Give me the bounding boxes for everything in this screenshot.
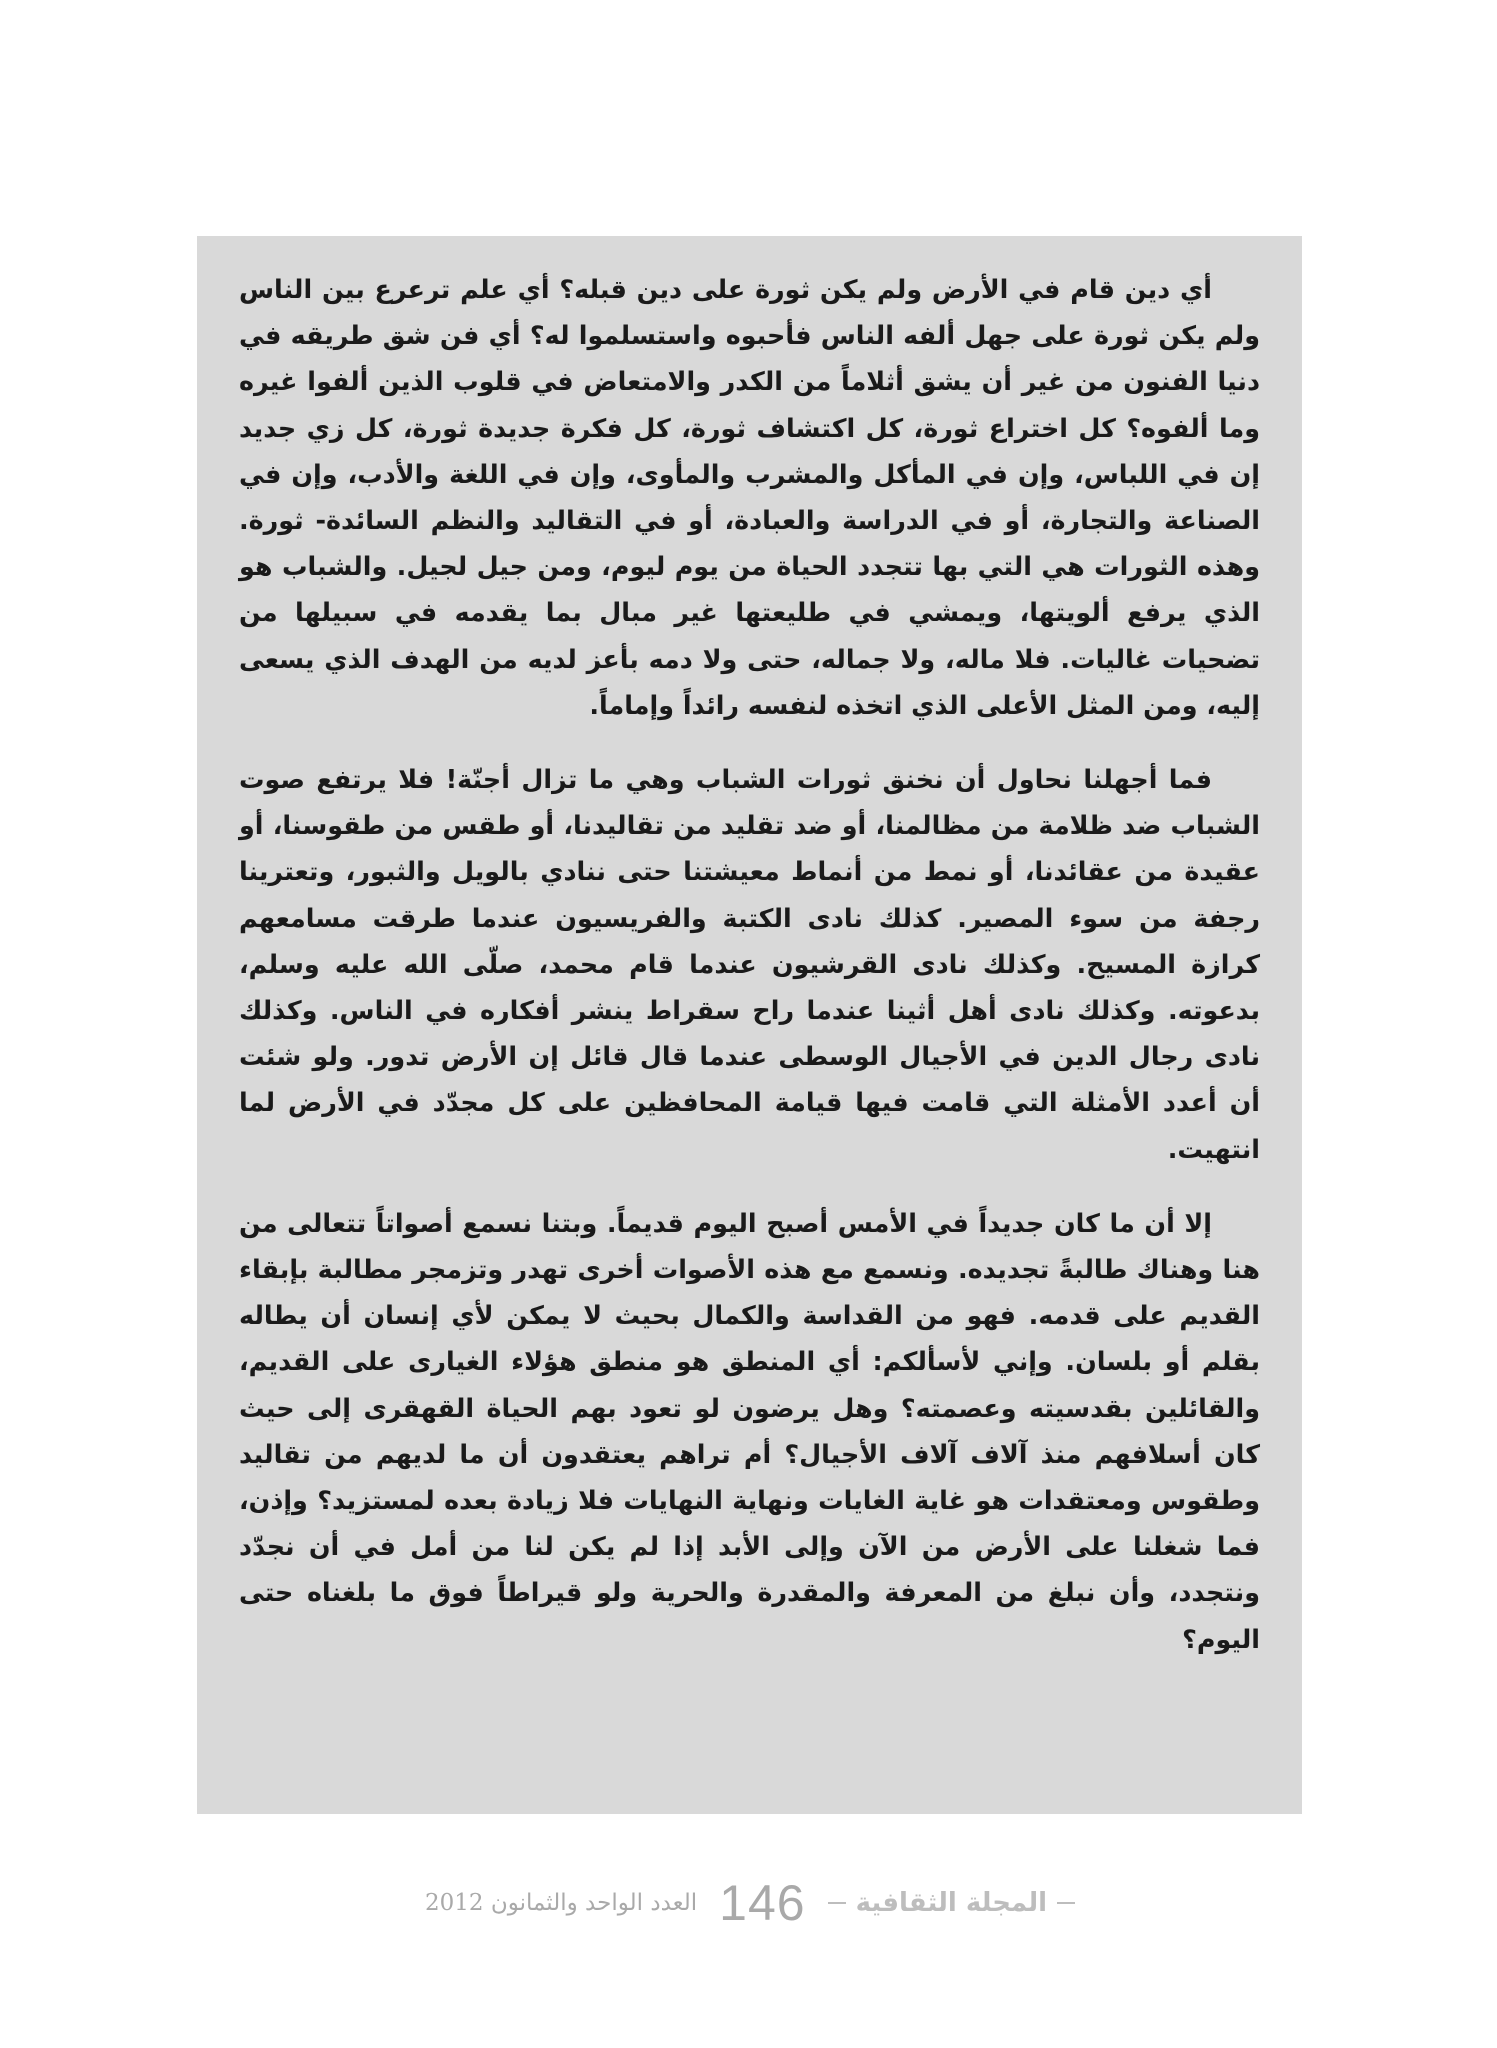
- magazine-logo: [828, 1888, 1075, 1918]
- magazine-name: المجلة الثقافية: [855, 1888, 1048, 1918]
- issue-label: العدد الواحد والثمانون 2012: [424, 1890, 698, 1916]
- page-number: 146: [719, 1875, 806, 1931]
- logo-bar-right: [1057, 1902, 1075, 1904]
- logo-bar-left: [828, 1902, 846, 1904]
- paragraph-3: إلا أن ما كان جديداً في الأمس أصبح اليوم قديماً. وبتنا نسمع أصواتاً تتعالى من هنا وهناك طالبةً تجديده. ونسمع مع هذه الأصوات أخرى تهدر وتزمجر مطالبة بإبقاء القديم على قدمه. فهو من القداسة والكمال بحيث لا يمكن لأي إنسان أن يطاله بقلم أو بلسان. وإني لأسألكم: أي المنطق هو منطق هؤلاء الغيارى على القديم، والقائلين بقدسيته وعصمته؟ وهل يرضون لو تعود بهم الحياة القهقرى إلى حيث كان أسلافهم منذ آلاف آلاف الأجيال؟ أم تراهم يعتقدون أن ما لديهم من تقاليد وطقوس ومعتقدات هو غاية الغايات ونهاية النهايات فلا زيادة بعده لمستزيد؟ وإذن، فما شغلنا على الأرض من الآن وإلى الأبد إذا لم يكن لنا من أمل في أن نجدّد ونتجدد، وأن نبلغ من المعرفة والمقدرة والحرية ولو قيراطاً فوق ما بلغناه حتى اليوم؟: [239, 1207, 1260, 1654]
- article-text-box: [197, 236, 1302, 1814]
- paragraph-1: أي دين قام في الأرض ولم يكن ثورة على دين قبله؟ أي علم ترعرع بين الناس ولم يكن ثورة على جهل ألفه الناس فأحبوه واستسلموا له؟ أي فن شق طريقه في دنيا الفنون من غير أن يشق أثلاماً من الكدر والامتعاض في قلوب الذين ألفوا غيره وما ألفوه؟ كل اختراع ثورة، كل اكتشاف ثورة، كل فكرة جديدة ثورة، كل زي جديد إن في اللباس، وإن في المأكل والمشرب والمأوى، وإن في اللغة والأدب، وإن في الصناعة والتجارة، أو في الدراسة والعبادة، أو في التقاليد والنظم السائدة- ثورة. وهذه الثورات هي التي بها تتجدد الحياة من يوم ليوم، ومن جيل لجيل. والشباب هو الذي يرفع ألويتها، ويمشي في طليعتها غير مبال بما يقدمه في سبيلها من تضحيات غاليات. فلا ماله، ولا جماله، حتى ولا دمه بأعز لديه من الهدف الذي يسعى إليه، ومن المثل الأعلى الذي اتخذه لنفسه رائداً وإماماً.: [239, 274, 1260, 720]
- page-footer: [400, 1868, 1100, 1938]
- paragraph-2: فما أجهلنا نحاول أن نخنق ثورات الشباب وهي ما تزال أجنّة! فلا يرتفع صوت الشباب ضد ظلامة من مظالمنا، أو ضد تقليد من تقاليدنا، أو طقس من طقوسنا، أو عقيدة من عقائدنا، أو نمط من أنماط معيشتنا حتى ننادي بالويل والثبور، وتعترينا رجفة من سوء المصير. كذلك نادى الكتبة والفريسيون عندما طرقت مسامعهم كرازة المسيح. وكذلك نادى القرشيون عندما قام محمد، صلّى الله عليه وسلم، بدعوته. وكذلك نادى أهل أثينا عندما راح سقراط ينشر أفكاره في الناس. وكذلك نادى رجال الدين في الأجيال الوسطى عندما قال قائل إن الأرض تدور. ولو شئت أن أعدد الأمثلة التي قامت فيها قيامة المحافظين على كل مجدّد في الأرض لما انتهيت.: [239, 764, 1260, 1164]
